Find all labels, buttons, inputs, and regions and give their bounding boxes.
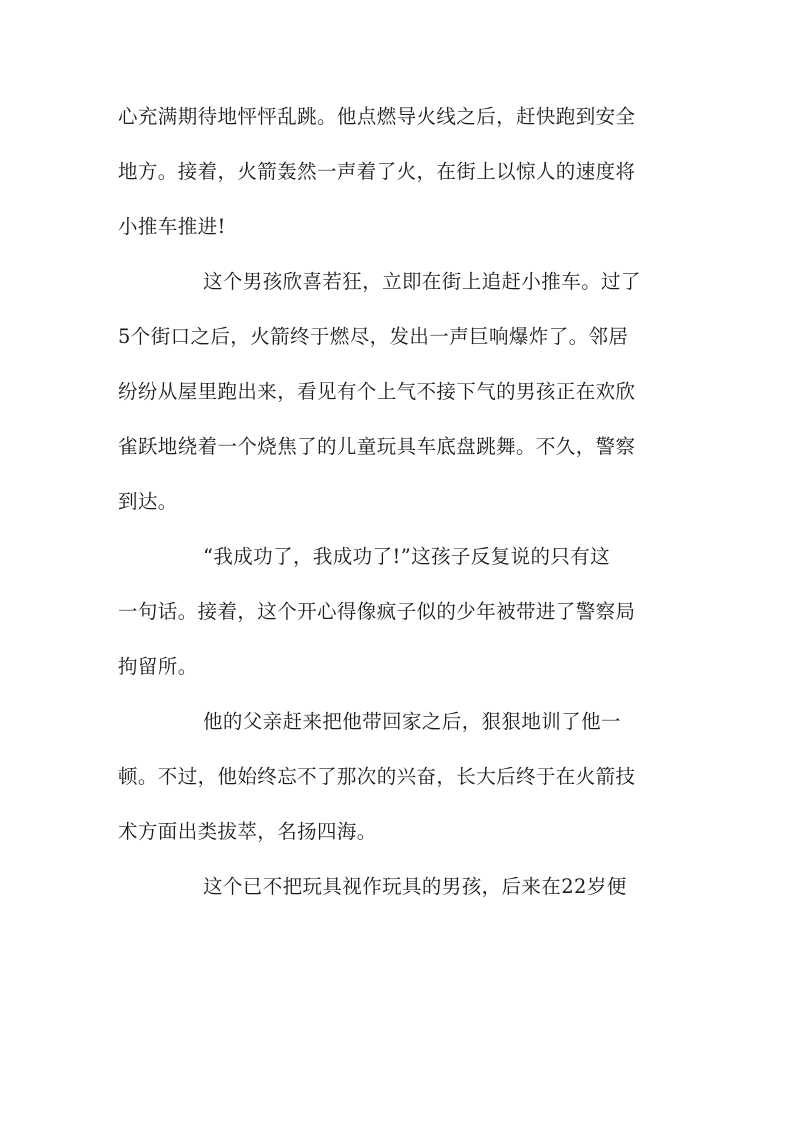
text-line: 地方。接着，火箭轰然一声着了火，在街上以惊人的速度将 bbox=[118, 160, 636, 183]
text-line: 雀跃地绕着一个烧焦了的儿童玩具车底盘跳舞。不久，警察 bbox=[118, 435, 636, 458]
paragraph-start-line: “我成功了，我成功了!”这孩子反复说的只有这 bbox=[203, 545, 611, 568]
text-line: 纷纷从屋里跑出来，看见有个上气不接下气的男孩正在欢欣 bbox=[118, 380, 636, 403]
paragraph-start-line: 他的父亲赶来把他带回家之后，狠狠地训了他一 bbox=[203, 710, 621, 733]
text-line: 心充满期待地怦怦乱跳。他点燃导火线之后，赶快跑到安全 bbox=[118, 105, 636, 128]
text-line: 小推车推进! bbox=[118, 215, 226, 238]
document-body bbox=[118, 104, 678, 929]
text-line: 到达。 bbox=[118, 490, 178, 513]
paragraph-start-line: 这个男孩欣喜若狂，立即在街上追赶小推车。过了 bbox=[203, 270, 641, 293]
text-line: 顿。不过，他始终忘不了那次的兴奋，长大后终于在火箭技 bbox=[118, 765, 636, 788]
text-line: 5个街口之后，火箭终于燃尽，发出一声巨响爆炸了。邻居 bbox=[118, 325, 629, 348]
text-line: 一句话。接着，这个开心得像疯子似的少年被带进了警察局 bbox=[118, 600, 636, 623]
text-line: 拘留所。 bbox=[118, 655, 198, 678]
text-line: 术方面出类拔萃，名扬四海。 bbox=[118, 820, 377, 843]
paragraph-start-line: 这个已不把玩具视作玩具的男孩，后来在22岁便 bbox=[203, 875, 627, 898]
